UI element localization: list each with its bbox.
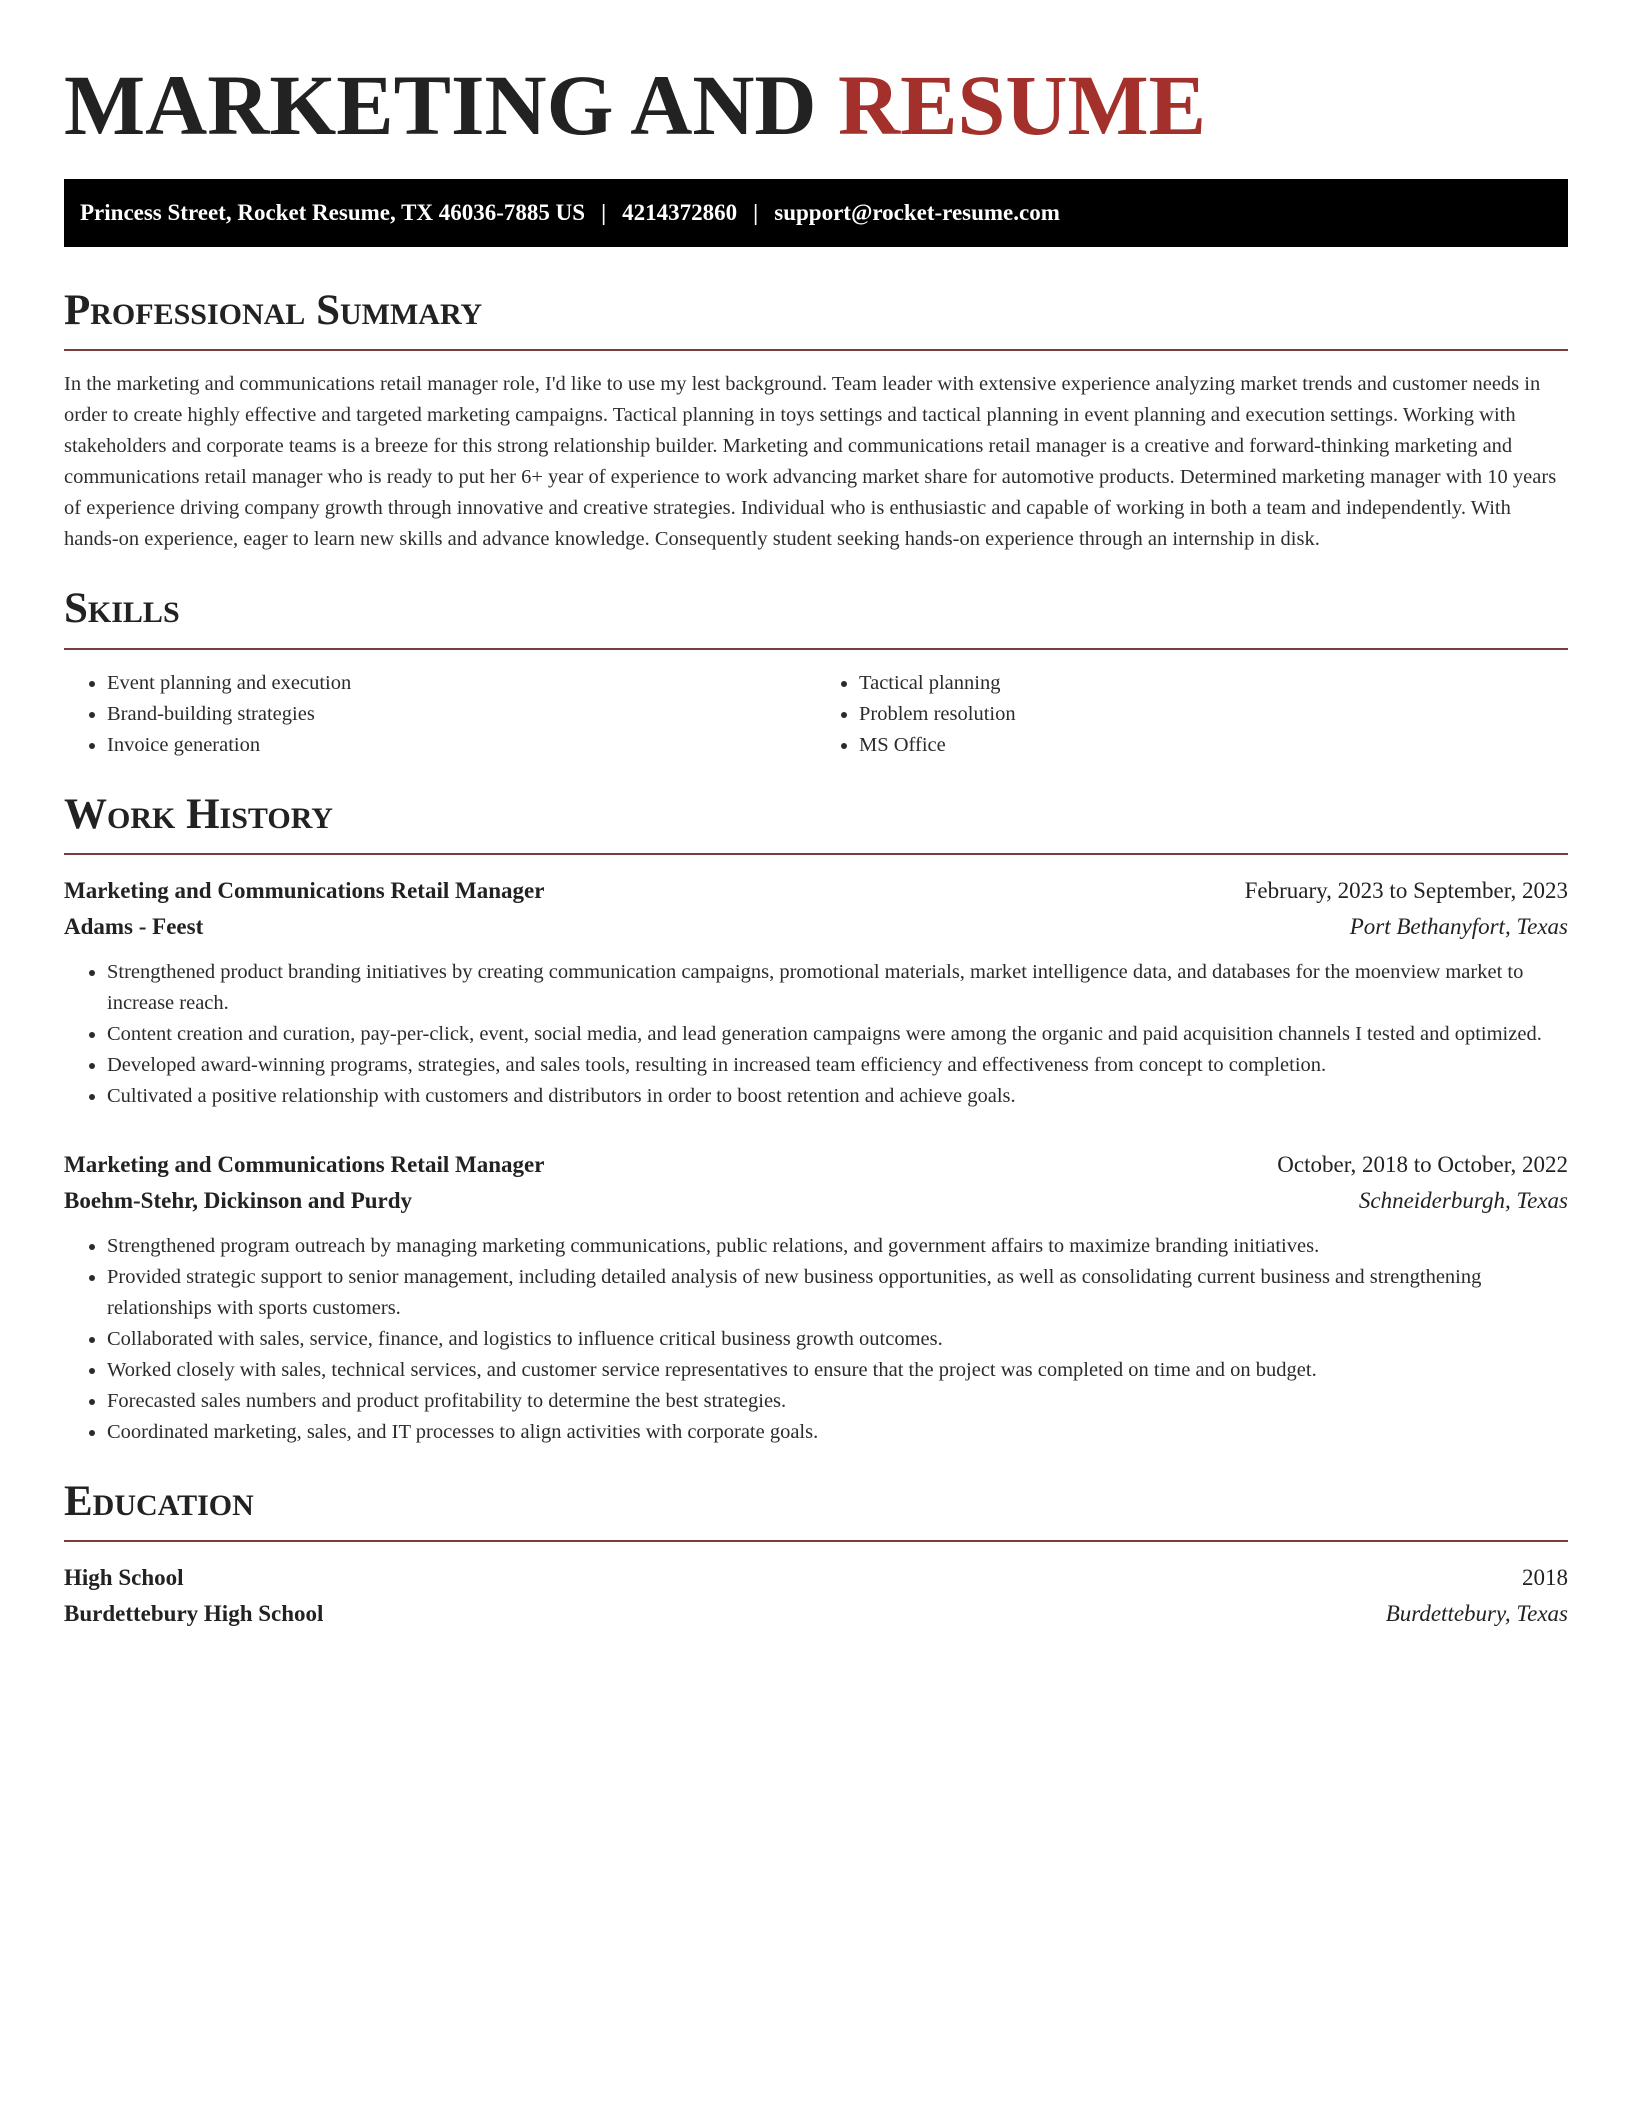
job-company: Adams - Feest: [64, 914, 204, 940]
work-history-section: [64, 791, 1568, 1448]
section-divider: [64, 648, 1568, 650]
skill-item: • Invoice generation: [107, 730, 816, 761]
education-subheader: [64, 1596, 1568, 1632]
education-location: Burdettebury, Texas: [1385, 1601, 1568, 1627]
education-header: [64, 1560, 1568, 1596]
job-bullet: • Developed award-winning programs, strategies, and sales tools, resulting in increased team efficiency and effectiveness from concept to completion.: [107, 1050, 1568, 1081]
job-bullet: • Coordinated marketing, sales, and IT processes to align activities with corporate goals.: [107, 1417, 1568, 1448]
skill-item: • Brand-building strategies: [107, 699, 816, 730]
job-entry: [64, 873, 1568, 1112]
job-bullet: • Strengthened product branding initiatives by creating communication campaigns, promotional materials, market intelligence data, and databases for the moenview market to increase reach.: [107, 957, 1568, 1019]
section-divider: [64, 1540, 1568, 1542]
job-bullets: [64, 1231, 1568, 1448]
contact-separator: |: [753, 200, 759, 226]
job-bullet: • Strengthened program outreach by managing marketing communications, public relations, and government affairs to maximize branding initiatives.: [107, 1231, 1568, 1262]
job-subheader: [64, 909, 1568, 945]
skills-section: [64, 585, 1568, 760]
summary-section: [64, 287, 1568, 555]
job-title: Marketing and Communications Retail Manager: [64, 1152, 545, 1178]
skill-item: • Tactical planning: [859, 668, 1568, 699]
job-dates: February, 2023 to September, 2023: [1244, 878, 1568, 904]
skills-grid: [64, 668, 1568, 761]
contact-address: Princess Street, Rocket Resume, TX 46036-7885 US: [80, 200, 586, 226]
contact-separator: |: [601, 200, 607, 226]
summary-text: In the marketing and communications retail manager role, I'd like to use my lest background. Team leader with extensive experience analyzing market trends and customer needs in order to create highly effective and targeted marketing campaigns. Tactical planning in toys settings and tactical planning in event planning and execution settings. Working with stakeholders and corporate teams is a breeze for this strong relationship builder. Marketing and communications retail manager is a creative and forward-thinking marketing and communications retail manager who is ready to put her 6+ year of experience to work advancing market share for automotive products. Determined marketing manager with 10 years of experience driving company growth through innovative and creative strategies. Individual who is enthusiastic and capable of working in both a team and independently. With hands-on experience, eager to learn new skills and advance knowledge. Consequently student seeking hands-on experience through an internship in disk.: [64, 373, 1557, 551]
job-bullet: • Content creation and curation, pay-per-click, event, social media, and lead generation campaigns were among the organic and paid acquisition channels I tested and optimized.: [107, 1019, 1568, 1050]
name-part-2: RESUME: [838, 57, 1206, 153]
name-part-1: MARKETING AND: [64, 57, 817, 153]
section-divider: [64, 349, 1568, 351]
skill-item: • Event planning and execution: [107, 668, 816, 699]
skill-item: • Problem resolution: [859, 699, 1568, 730]
section-title-skills: Skills: [64, 585, 180, 633]
education-section: [64, 1478, 1568, 1632]
skills-column-left: [64, 668, 816, 761]
skills-column-right: [816, 668, 1568, 761]
job-bullet: • Provided strategic support to senior management, including detailed analysis of new business opportunities, as well as consolidating current business and strengthening relationships with sports customers.: [107, 1262, 1568, 1324]
section-title-education: Education: [64, 1478, 254, 1526]
education-school: Burdettebury High School: [64, 1601, 324, 1627]
job-bullet: • Forecasted sales numbers and product profitability to determine the best strategies.: [107, 1386, 1568, 1417]
education-year: 2018: [1522, 1565, 1568, 1591]
job-dates: October, 2018 to October, 2022: [1277, 1152, 1568, 1178]
job-location: Schneiderburgh, Texas: [1358, 1188, 1568, 1214]
job-title: Marketing and Communications Retail Manager: [64, 878, 545, 904]
contact-phone: 4214372860: [622, 200, 738, 226]
contact-bar: [64, 179, 1568, 247]
job-bullets: [64, 957, 1568, 1112]
job-bullet: • Collaborated with sales, service, finance, and logistics to influence critical business growth outcomes.: [107, 1324, 1568, 1355]
resume-name: [64, 54, 1568, 157]
job-header: [64, 1147, 1568, 1183]
job-location: Port Bethanyfort, Texas: [1349, 914, 1568, 940]
section-title-work-history: Work History: [64, 790, 333, 838]
skill-item: • MS Office: [859, 730, 1568, 761]
job-entry: [64, 1147, 1568, 1448]
section-title-summary: Professional Summary: [64, 287, 483, 335]
job-subheader: [64, 1183, 1568, 1219]
job-bullet: • Worked closely with sales, technical services, and customer service representatives to ensure that the project was completed on time and on budget.: [107, 1355, 1568, 1386]
job-company: Boehm-Stehr, Dickinson and Purdy: [64, 1188, 413, 1214]
job-header: [64, 873, 1568, 909]
job-bullet: • Cultivated a positive relationship with customers and distributors in order to boost retention and achieve goals.: [107, 1081, 1568, 1112]
contact-email: support@rocket-resume.com: [774, 200, 1060, 226]
education-degree: High School: [64, 1565, 184, 1591]
section-divider: [64, 853, 1568, 855]
